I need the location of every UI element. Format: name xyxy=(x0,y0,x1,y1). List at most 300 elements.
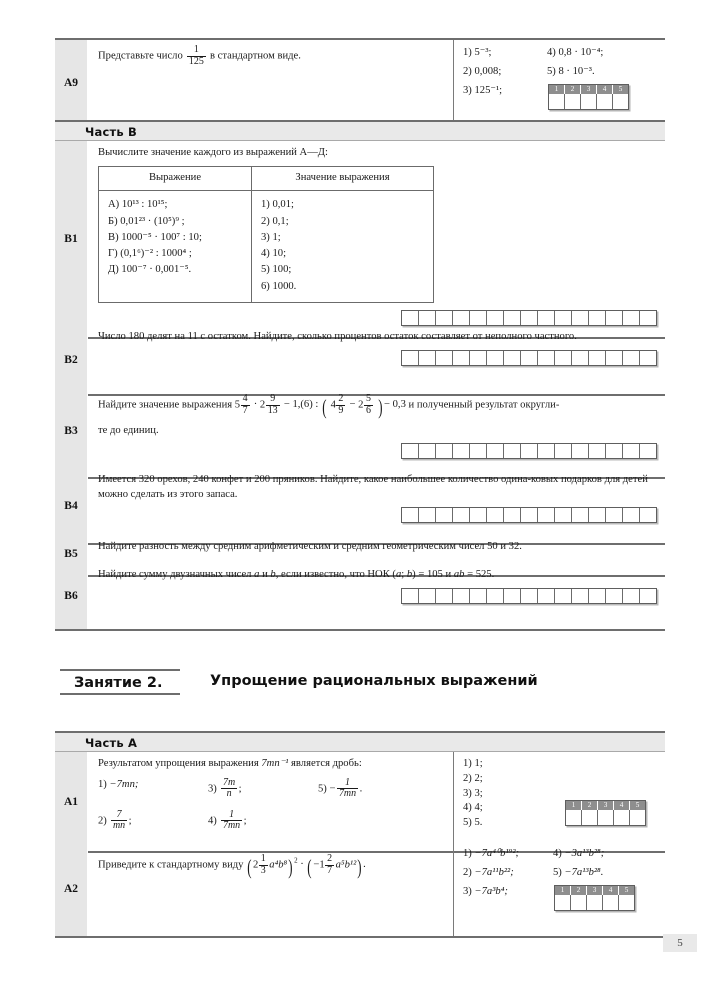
answer-cell[interactable] xyxy=(640,508,656,522)
a2-option-5-text: −7a¹³b²⁸. xyxy=(564,866,604,878)
b3-m1-d: 7 xyxy=(242,404,248,416)
answer-cell[interactable] xyxy=(597,94,613,109)
a9-prompt-suffix: в стандартном виде. xyxy=(210,50,301,62)
answer-cell[interactable] xyxy=(487,444,504,458)
b1-table-body-row xyxy=(99,191,434,303)
grid-col-4: 4 xyxy=(614,801,630,810)
b3-prompt-part2: и полученный результат округли- xyxy=(408,399,560,411)
answer-cell[interactable] xyxy=(487,351,504,365)
b3-op1: · xyxy=(253,399,258,411)
task-a1 xyxy=(55,752,665,853)
answer-cell[interactable] xyxy=(538,589,555,603)
a1-option-1[interactable] xyxy=(463,757,659,772)
a1-option-3-text: 3; xyxy=(474,787,483,799)
b1-expressions-cell xyxy=(99,191,252,303)
a9-option-5-num: 5) xyxy=(547,65,556,77)
grid-col-2: 2 xyxy=(582,801,598,810)
a2-option-2-num: 2) xyxy=(463,866,472,878)
b3-m4-whole: 2 xyxy=(358,399,364,411)
a2-prompt-prefix: Приведите к стандартному виду xyxy=(98,859,244,871)
b3-prompt-part1: Найдите значение выражения xyxy=(98,399,233,411)
a9-option-2-text: 0,008; xyxy=(474,65,502,77)
grid-col-2: 2 xyxy=(571,886,587,895)
answer-cell[interactable] xyxy=(453,444,470,458)
a1-choice-3[interactable] xyxy=(208,778,318,800)
answer-cell[interactable] xyxy=(640,589,656,603)
b3-mixed-4 xyxy=(358,394,374,416)
a2-option-5[interactable] xyxy=(553,866,648,881)
answer-cell[interactable] xyxy=(572,351,589,365)
b6-ab: ab xyxy=(453,569,465,580)
a1-answer-grid[interactable] xyxy=(565,800,646,826)
answer-cell[interactable] xyxy=(521,311,538,325)
answer-cell[interactable] xyxy=(504,508,521,522)
a2-option-1[interactable] xyxy=(463,847,553,862)
b3-m2-n: 9 xyxy=(270,393,276,404)
answer-cell[interactable] xyxy=(436,508,453,522)
b3-prompt-line2: те до единиц. xyxy=(98,425,159,437)
answer-cell[interactable] xyxy=(419,311,436,325)
answer-cell[interactable] xyxy=(521,444,538,458)
b4-answer-grid[interactable] xyxy=(401,507,657,523)
a1-option-4-num: 4) xyxy=(463,802,472,814)
b1-header-value: Значение выражения xyxy=(252,166,434,191)
answer-cell[interactable] xyxy=(419,351,436,365)
grid-col-2: 2 xyxy=(565,85,581,94)
answer-cell[interactable] xyxy=(436,311,453,325)
grid-col-5: 5 xyxy=(618,84,623,93)
b1-value-1[interactable]: 1) 0,01; xyxy=(261,199,294,211)
a1-option-2-num: 2) xyxy=(463,772,472,784)
answer-cell[interactable] xyxy=(487,508,504,522)
task-a1-options xyxy=(454,752,666,852)
answer-cell[interactable] xyxy=(623,311,640,325)
task-code-b5: B5 xyxy=(55,533,88,576)
answer-cell[interactable] xyxy=(572,444,589,458)
a2-factor-1 xyxy=(253,854,287,876)
answer-cell[interactable] xyxy=(538,351,555,365)
a1-choice-4-num: 4) xyxy=(208,815,217,826)
answer-cell[interactable] xyxy=(436,444,453,458)
a1-answer-grid-header xyxy=(566,801,645,810)
answer-cell[interactable] xyxy=(565,94,581,109)
b3-decimal: 1,(6) xyxy=(292,399,313,411)
grid-col-4: 4 xyxy=(603,886,619,895)
answer-cell[interactable] xyxy=(521,351,538,365)
lesson-badge-label: Занятие 2. xyxy=(74,675,163,691)
a2-f1-d: 3 xyxy=(260,864,266,876)
b3-m3-n: 2 xyxy=(338,393,344,404)
a2-option-4-text: −3a¹³b²⁸; xyxy=(564,848,605,859)
b4-answer-line xyxy=(98,502,657,528)
task-a9 xyxy=(55,38,665,127)
answer-cell[interactable] xyxy=(402,444,419,458)
lesson-title: Упрощение рациональных выражений xyxy=(210,673,538,689)
a1-choice-5-d: 7mn xyxy=(338,788,357,800)
a9-fraction-denominator: 125 xyxy=(188,55,204,67)
a1-choice-2-n: 7 xyxy=(116,808,122,820)
answer-cell[interactable] xyxy=(582,810,598,825)
a2-f2-whole: −1 xyxy=(313,859,325,871)
a9-option-2[interactable] xyxy=(463,65,547,80)
b6-answer-grid[interactable] xyxy=(401,588,657,604)
a2-f1-vars: a⁴b⁸ xyxy=(269,859,288,871)
a9-answer-grid-cells[interactable] xyxy=(549,94,628,109)
task-code-b6: B6 xyxy=(55,563,88,630)
answer-cell[interactable] xyxy=(572,589,589,603)
answer-cell[interactable] xyxy=(606,311,623,325)
b1-header-expression: Выражение xyxy=(99,166,252,191)
a1-choice-1-num: 1) xyxy=(98,778,107,790)
grid-col-1: 1 xyxy=(555,886,571,895)
a9-option-1[interactable] xyxy=(463,46,547,61)
task-a9-prompt xyxy=(88,39,454,126)
answer-cell[interactable] xyxy=(538,444,555,458)
answer-cell[interactable] xyxy=(555,508,572,522)
answer-cell[interactable] xyxy=(555,444,572,458)
a1-choice-5-num: 5) xyxy=(318,782,327,794)
task-a1-body xyxy=(88,752,454,852)
a2-f2-n: 2 xyxy=(327,853,333,864)
a9-option-3-text: 125⁻¹; xyxy=(474,84,503,96)
answer-cell[interactable] xyxy=(470,444,487,458)
answer-cell[interactable] xyxy=(504,351,521,365)
a1-choice-2[interactable] xyxy=(98,810,208,832)
b2-prompt: Число 180 делят на 11 с остатком. Найдите, сколько процентов остаток составляет от неполного частного. xyxy=(98,331,577,342)
b3-m3-whole: 4 xyxy=(330,399,336,411)
answer-cell[interactable] xyxy=(436,351,453,365)
answer-cell[interactable] xyxy=(640,311,656,325)
task-b1 xyxy=(55,141,665,339)
b1-value-6[interactable]: 6) 1000. xyxy=(261,280,297,292)
a1-choice-3-n: 7m xyxy=(222,776,236,788)
a9-option-3[interactable] xyxy=(463,84,547,115)
a9-option-2-num: 2) xyxy=(463,65,472,77)
answer-cell[interactable] xyxy=(487,311,504,325)
a1-choice-2-tail: ; xyxy=(128,815,132,826)
a9-fraction-numerator: 1 xyxy=(193,44,199,55)
a1-choice-5-tail: . xyxy=(359,782,363,794)
b3-answer-grid[interactable] xyxy=(401,443,657,459)
b1-value-5[interactable]: 5) 100; xyxy=(261,264,292,276)
a2-option-3-text: −7a³b⁴; xyxy=(474,885,508,897)
answer-cell[interactable] xyxy=(538,508,555,522)
part-a-header xyxy=(55,731,665,752)
b3-prompt-line1 xyxy=(98,389,657,419)
answer-cell[interactable] xyxy=(589,444,606,458)
a1-choice-5[interactable]: 5) − $\frac{1}{7mn}$ . xyxy=(318,776,363,800)
answer-cell[interactable] xyxy=(453,589,470,603)
answer-cell[interactable] xyxy=(623,508,640,522)
grid-col-3: 3 xyxy=(598,801,614,810)
b3-answer-grid-cells[interactable] xyxy=(402,444,656,458)
b1-expression-b: Б) 0,01²³ · (10⁵)⁹ ; xyxy=(108,215,185,227)
answer-cell[interactable] xyxy=(555,311,572,325)
b6-prompt-part1: Найдите сумму двузначных чисел xyxy=(98,569,252,580)
answer-cell[interactable] xyxy=(504,444,521,458)
a2-option-4[interactable] xyxy=(553,847,648,862)
a1-option-2-text: 2; xyxy=(474,772,483,784)
a2-option-2[interactable] xyxy=(463,866,553,881)
a1-choice-4[interactable] xyxy=(208,810,318,832)
a2-option-1-num: 1) xyxy=(463,848,472,859)
a9-option-5-text: 8 · 10⁻³. xyxy=(558,65,595,77)
b3-m4-d: 6 xyxy=(365,404,371,416)
task-code-b3: B3 xyxy=(55,384,88,478)
a1-prompt-suffix: является дробь: xyxy=(291,758,362,769)
answer-cell[interactable] xyxy=(453,351,470,365)
b1-prompt: Вычислите значение каждого из выражений А—Д: xyxy=(98,147,328,158)
a2-expression: (2 $\frac{1}{3}$ a⁴b⁸)$^2$ · (−1 $\frac{2}{7}$ a⁵b¹²). xyxy=(247,853,366,879)
answer-cell[interactable] xyxy=(589,508,606,522)
a2-f2-vars: a⁵b¹² xyxy=(335,859,357,871)
a1-option-4[interactable] xyxy=(463,802,483,813)
part-b-header xyxy=(55,120,665,141)
b1-table-header-row xyxy=(99,166,434,191)
grid-col-5: 5 xyxy=(624,885,629,894)
a1-choice-4-n: 1 xyxy=(229,808,235,820)
a2-f1-whole: 2 xyxy=(252,859,259,871)
answer-cell[interactable] xyxy=(419,444,436,458)
b1-expression-a: А) 10¹³ : 10¹⁵; xyxy=(108,199,168,211)
lesson-heading xyxy=(60,669,660,699)
b3-answer-line xyxy=(98,439,657,464)
a1-choice-3-fraction xyxy=(221,778,237,800)
b3-m1-n: 4 xyxy=(242,393,248,404)
task-a2 xyxy=(55,841,665,938)
a1-option-1-num: 1) xyxy=(463,758,472,769)
b3-op4: − xyxy=(349,399,356,411)
grid-col-5: 5 xyxy=(635,801,640,810)
answer-cell[interactable] xyxy=(598,810,614,825)
answer-cell[interactable] xyxy=(571,895,587,910)
a2-answer-grid-cells[interactable] xyxy=(555,895,634,910)
b2-answer-grid-cells[interactable] xyxy=(402,351,656,365)
answer-cell[interactable] xyxy=(402,311,419,325)
b1-expression-g: Г) (0,1⁶)⁻² : 1000⁴ ; xyxy=(108,248,192,260)
b3-op3: : xyxy=(315,399,319,411)
task-code-b4: B4 xyxy=(55,468,88,544)
answer-cell[interactable] xyxy=(640,444,656,458)
answer-cell[interactable] xyxy=(614,810,630,825)
a9-answer-grid[interactable] xyxy=(548,84,629,110)
answer-cell[interactable] xyxy=(589,351,606,365)
b6-prompt-part2: , если известно, что НОК ( xyxy=(275,569,396,580)
answer-cell[interactable] xyxy=(521,589,538,603)
a1-choice-3-d: n xyxy=(221,788,237,800)
answer-cell[interactable] xyxy=(572,508,589,522)
a1-option-5-text: 5. xyxy=(474,817,483,829)
b3-op2: − xyxy=(283,399,290,411)
answer-cell[interactable] xyxy=(470,508,487,522)
a1-prompt-prefix: Результатом упрощения выражения xyxy=(98,758,259,769)
a2-option-1-text: −7a⁴⁰b¹⁹²; xyxy=(474,848,520,859)
answer-cell[interactable] xyxy=(555,351,572,365)
answer-cell[interactable] xyxy=(453,311,470,325)
answer-cell[interactable] xyxy=(606,444,623,458)
b6-prompt-part4: = 525. xyxy=(467,569,495,580)
a1-option-3[interactable] xyxy=(463,787,659,802)
task-b3 xyxy=(55,384,665,479)
a2-end: . xyxy=(363,859,366,871)
b6-prompt-part3: ) = 105 и xyxy=(412,569,452,580)
a2-option-4-num: 4) xyxy=(553,848,562,859)
a9-option-4-text: 0,8 · 10⁻⁴; xyxy=(558,47,604,58)
answer-cell[interactable] xyxy=(606,351,623,365)
b6-answer-line xyxy=(98,583,657,609)
task-code-b1: B1 xyxy=(55,141,88,338)
grid-col-4: 4 xyxy=(597,85,613,94)
a1-choice-4-fraction xyxy=(221,810,242,832)
a1-choice-5-fraction xyxy=(337,778,358,800)
b1-value-2[interactable]: 2) 0,1; xyxy=(261,215,289,227)
b1-value-3[interactable]: 3) 1; xyxy=(261,231,281,243)
answer-cell[interactable] xyxy=(470,311,487,325)
task-b3-body xyxy=(88,384,666,478)
answer-cell[interactable] xyxy=(402,589,419,603)
a9-option-4[interactable] xyxy=(547,46,647,61)
a1-choice-2-num: 2) xyxy=(98,815,107,826)
answer-cell[interactable] xyxy=(402,508,419,522)
answer-cell[interactable] xyxy=(623,444,640,458)
a1-choice-1-text: −7mn; xyxy=(109,778,139,790)
answer-cell[interactable] xyxy=(555,895,571,910)
task-code-a1: A1 xyxy=(55,752,88,852)
answer-cell[interactable] xyxy=(581,94,597,109)
answer-cell[interactable] xyxy=(402,351,419,365)
task-a2-options xyxy=(454,841,666,937)
b3-m1-whole: 5 xyxy=(234,399,241,411)
grid-col-3: 3 xyxy=(581,85,597,94)
answer-cell[interactable] xyxy=(572,311,589,325)
b1-expression-v: В) 1000⁻⁵ · 100⁷ : 10; xyxy=(108,231,202,243)
answer-cell[interactable] xyxy=(606,508,623,522)
a1-choice-2-fraction xyxy=(111,810,127,832)
a9-option-1-text: 5⁻³; xyxy=(474,47,492,58)
a2-answer-grid[interactable] xyxy=(554,885,635,911)
a2-answer-grid-header xyxy=(555,886,634,895)
b6-answer-grid-cells[interactable] xyxy=(402,589,656,603)
b3-op5: − xyxy=(383,399,390,411)
grid-col-1: 1 xyxy=(549,85,565,94)
a1-choice-4-d: 7mn xyxy=(222,820,241,832)
answer-cell[interactable] xyxy=(555,589,572,603)
a2-option-2-text: −7a¹¹b²²; xyxy=(474,866,514,878)
answer-cell[interactable] xyxy=(587,895,603,910)
a1-choice-3-num: 3) xyxy=(208,782,217,794)
a9-prompt-prefix: Представьте число xyxy=(98,50,183,62)
b3-expression: 5 $\frac{4}{7}$ · 2 $\frac{9}{13}$ − 1,(6) : ( 4 $\frac{2}{9}$ − 2 $\frac{5}{6}$ )− 0,3 xyxy=(234,393,406,419)
a1-option-4-text: 4; xyxy=(474,802,483,814)
task-b6 xyxy=(55,563,665,631)
answer-cell[interactable] xyxy=(470,351,487,365)
answer-cell[interactable] xyxy=(566,810,582,825)
answer-cell[interactable] xyxy=(619,895,634,910)
b3-m2-d: 13 xyxy=(267,404,278,416)
b1-answer-grid[interactable] xyxy=(401,310,657,326)
answer-cell[interactable] xyxy=(549,94,565,109)
answer-cell[interactable] xyxy=(589,311,606,325)
answer-cell[interactable] xyxy=(538,311,555,325)
a1-answer-grid-cells[interactable] xyxy=(566,810,645,825)
answer-cell[interactable] xyxy=(453,508,470,522)
answer-cell[interactable] xyxy=(419,508,436,522)
answer-cell[interactable] xyxy=(487,589,504,603)
a1-choice-4-tail: ; xyxy=(243,815,247,826)
b6-prompt xyxy=(98,568,657,583)
a1-choice-1[interactable] xyxy=(98,778,208,800)
b1-values-cell xyxy=(252,191,434,303)
b1-matching-table xyxy=(98,166,434,303)
b6-conj: и xyxy=(262,569,268,580)
a1-option-2[interactable] xyxy=(463,772,659,787)
b6-lcm-b: b xyxy=(406,569,413,580)
b3-tail: 0,3 xyxy=(392,399,406,411)
answer-cell[interactable] xyxy=(613,94,628,109)
a2-option-3[interactable] xyxy=(463,885,553,916)
task-b1-body xyxy=(88,141,666,338)
lesson-badge xyxy=(60,669,180,695)
a2-op: · xyxy=(300,859,304,871)
task-b6-body xyxy=(88,563,666,630)
task-code-a9: A9 xyxy=(55,39,88,126)
a2-option-5-num: 5) xyxy=(553,866,562,878)
answer-cell[interactable] xyxy=(419,589,436,603)
a1-prompt xyxy=(98,757,445,772)
b6-var-b: b xyxy=(270,569,276,580)
a9-option-1-num: 1) xyxy=(463,47,472,58)
b3-m3-d: 9 xyxy=(338,404,344,416)
task-a9-options xyxy=(454,39,666,126)
answer-cell[interactable] xyxy=(640,351,656,365)
answer-cell[interactable] xyxy=(470,589,487,603)
a9-fraction xyxy=(187,45,206,67)
b3-mixed-3 xyxy=(331,394,347,416)
answer-cell[interactable] xyxy=(623,589,640,603)
a1-choice-spacer xyxy=(318,810,428,832)
a9-option-5[interactable] xyxy=(547,65,647,80)
b1-expression-d: Д) 100⁻⁷ · 0,001⁻⁵. xyxy=(108,264,192,276)
answer-cell[interactable] xyxy=(606,589,623,603)
b1-answer-grid-cells[interactable] xyxy=(402,311,656,325)
a2-f2-d: 7 xyxy=(327,864,333,876)
answer-cell[interactable] xyxy=(630,810,645,825)
a9-answer-grid-header xyxy=(549,85,628,94)
answer-cell[interactable] xyxy=(504,311,521,325)
b2-answer-grid[interactable] xyxy=(401,350,657,366)
b1-value-4[interactable]: 4) 10; xyxy=(261,248,287,260)
b4-answer-grid-cells[interactable] xyxy=(402,508,656,522)
answer-cell[interactable] xyxy=(504,589,521,603)
answer-cell[interactable] xyxy=(623,351,640,365)
a2-f1-power: 2 xyxy=(294,856,298,865)
task-a2-body xyxy=(88,841,454,937)
answer-cell[interactable] xyxy=(436,589,453,603)
a1-choice-2-d: mn xyxy=(112,820,126,832)
b6-lcm-sep: ; xyxy=(401,569,405,580)
grid-col-3: 3 xyxy=(587,886,603,895)
a9-option-4-num: 4) xyxy=(547,47,556,58)
a1-prompt-expression: 7mn⁻¹ xyxy=(261,758,289,769)
answer-cell[interactable] xyxy=(521,508,538,522)
part-b-label: Часть В xyxy=(85,125,137,139)
b6-var-a: a xyxy=(254,569,260,580)
answer-cell[interactable] xyxy=(589,589,606,603)
a9-option-3-num: 3) xyxy=(463,84,472,96)
answer-cell[interactable] xyxy=(603,895,619,910)
b5-prompt: Найдите разность между средним арифметическим и средним геометрическим чисел 50 и 32. xyxy=(98,541,522,552)
b6-lcm-a: a xyxy=(395,569,402,580)
